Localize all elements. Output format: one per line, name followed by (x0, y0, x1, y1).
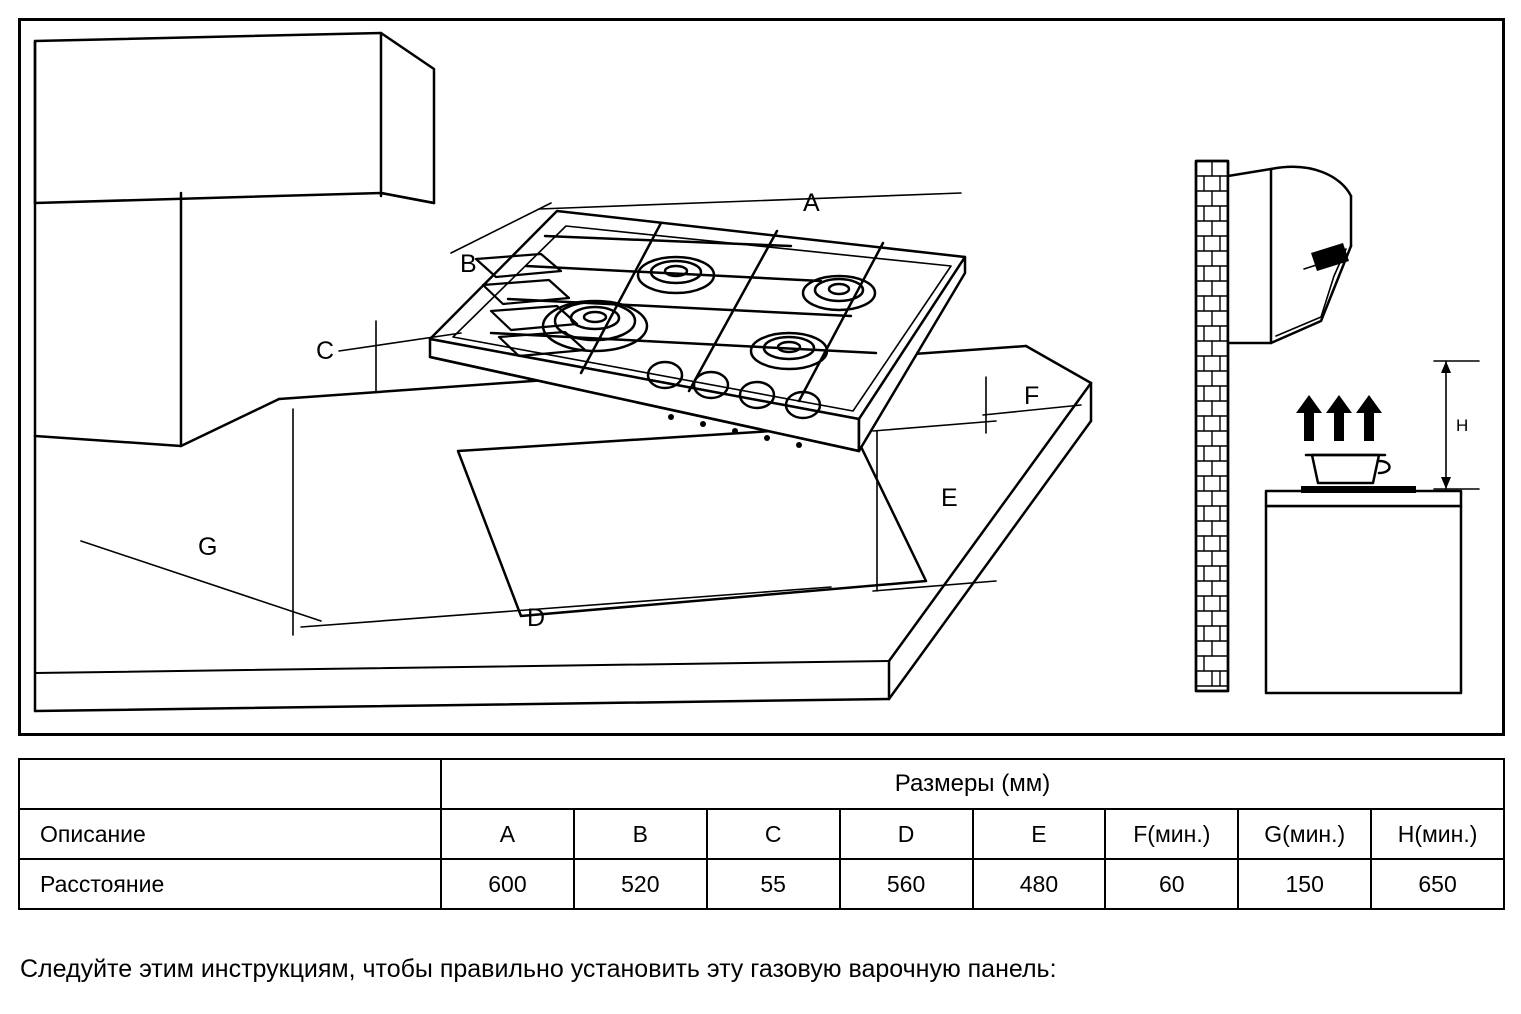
col-code-g: G(мин.) (1238, 809, 1371, 859)
dim-label-f: F (1024, 382, 1040, 410)
col-value-b: 520 (574, 859, 707, 909)
col-code-d: D (840, 809, 973, 859)
blank-cell (19, 759, 441, 809)
airflow-arrows (1296, 395, 1382, 441)
dimensions-table (18, 758, 1505, 910)
col-code-b: B (574, 809, 707, 859)
table-row-header-units (19, 759, 1504, 809)
hood-section (1196, 161, 1479, 693)
col-code-h: H(мин.) (1371, 809, 1504, 859)
col-value-h: 650 (1371, 859, 1504, 909)
row-label-description: Описание (19, 809, 441, 859)
dim-label-d: D (527, 604, 546, 632)
col-code-c: C (707, 809, 840, 859)
col-code-f: F(мин.) (1105, 809, 1238, 859)
col-value-a: 600 (441, 859, 574, 909)
dim-label-a: A (803, 189, 820, 217)
col-code-a: A (441, 809, 574, 859)
col-value-e: 480 (973, 859, 1106, 909)
table-header-units: Размеры (мм) (441, 759, 1504, 809)
dim-label-g: G (198, 533, 218, 561)
table-row-description (19, 809, 1504, 859)
cutout-opening (458, 426, 926, 616)
col-value-c: 55 (707, 859, 840, 909)
dim-label-b: B (460, 250, 477, 278)
installation-illustration (21, 21, 1502, 733)
row-label-distance: Расстояние (19, 859, 441, 909)
figure-frame (18, 18, 1505, 736)
col-value-f: 60 (1105, 859, 1238, 909)
table-row-distance (19, 859, 1504, 909)
col-value-d: 560 (840, 859, 973, 909)
dim-label-c: C (316, 337, 335, 365)
instructions-note: Следуйте этим инструкциям, чтобы правильно установить эту газовую варочную панель: (20, 955, 1057, 983)
wall-cabinet (35, 33, 434, 446)
dim-label-e: E (941, 484, 958, 512)
col-code-e: E (973, 809, 1106, 859)
col-value-g: 150 (1238, 859, 1371, 909)
dim-label-h: H (1456, 416, 1469, 435)
